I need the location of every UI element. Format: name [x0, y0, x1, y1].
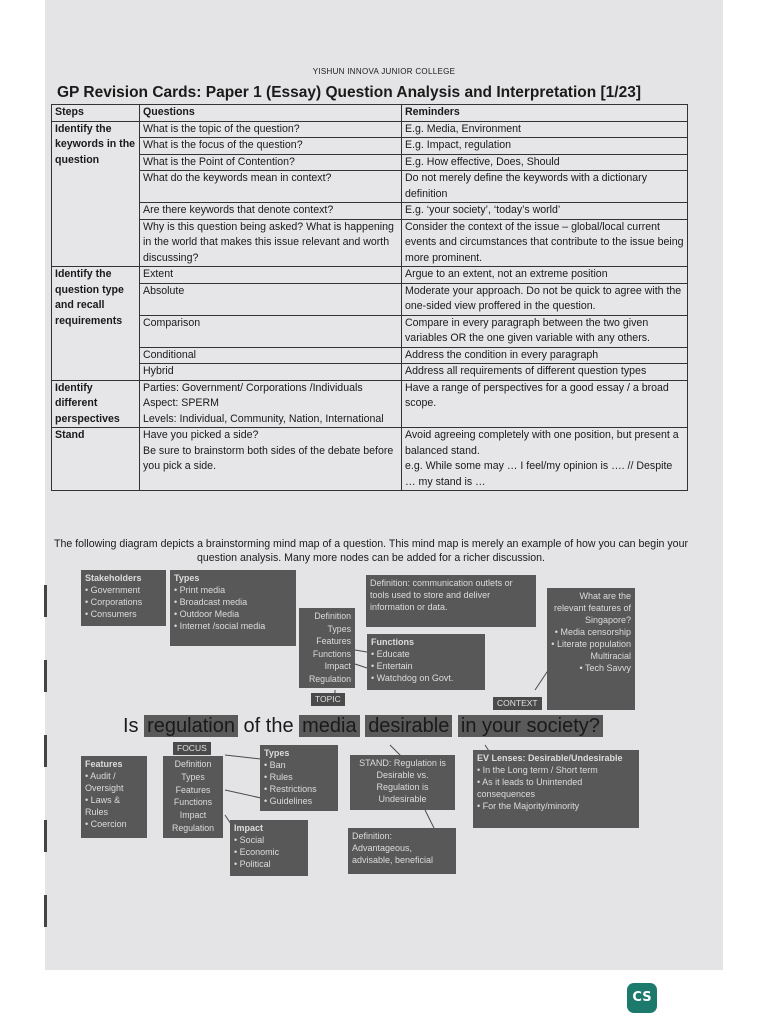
- question-keyword-desirable: desirable: [365, 715, 452, 737]
- scan-mark: [44, 895, 47, 927]
- question-cell: Absolute: [140, 283, 402, 315]
- revision-table: [51, 104, 688, 491]
- question-cell: Comparison: [140, 315, 402, 347]
- stakeholders-heading: Stakeholders: [85, 573, 142, 583]
- step-question-type: Identify the question type and recall requirements: [52, 267, 140, 381]
- question-keyword-media: media: [299, 715, 359, 737]
- stand-node: STAND: Regulation is Desirable vs. Regulation is Undesirable: [350, 755, 455, 810]
- table-row: [52, 171, 688, 203]
- reminder-cell: Argue to an extent, not an extreme position: [402, 267, 688, 284]
- table-row: [52, 219, 688, 267]
- stakeholder-item: • Consumers: [85, 608, 162, 620]
- question-cell: What is the focus of the question?: [140, 138, 402, 155]
- scan-mark: [44, 735, 47, 767]
- question-of-the: of the: [243, 715, 294, 737]
- ev-lenses-heading: EV Lenses: Desirable/Undesirable: [477, 753, 623, 763]
- context-node: [547, 588, 635, 710]
- header-reminders: Reminders: [402, 105, 688, 122]
- regulation-type-item: • Guidelines: [264, 795, 334, 807]
- question-is: Is: [123, 715, 139, 737]
- impact-item: • Economic: [234, 846, 304, 858]
- reminder-cell: Avoid agreeing completely with one position, but present a balanced stand. e.g. While some may … I feel/my opinion is …. // Despite … my stand is …: [402, 428, 688, 491]
- media-type-item: • Internet /social media: [174, 620, 292, 632]
- function-item: • Educate: [371, 648, 481, 660]
- question-cell: Why is this question being asked? What is happening in the world that makes this issue relevant and worth discussing?: [140, 219, 402, 267]
- reminder-cell: Address all requirements of different question types: [402, 364, 688, 381]
- regulation-type-item: • Rules: [264, 771, 334, 783]
- regulation-features-node: [81, 756, 147, 838]
- topic-aspect: Regulation: [308, 673, 351, 684]
- topic-aspect: Types: [327, 623, 351, 634]
- impact-node: [230, 820, 308, 876]
- topic-aspect: Functions: [312, 648, 351, 659]
- media-type-item: • Outdoor Media: [174, 608, 292, 620]
- focus-aspect: Functions: [173, 797, 213, 808]
- question-cell: What do the keywords mean in context?: [140, 171, 402, 203]
- stakeholder-item: • Government: [85, 584, 162, 596]
- reminder-cell: E.g. Impact, regulation: [402, 138, 688, 155]
- ev-lenses-node: [473, 750, 639, 828]
- reminder-cell: E.g. Media, Environment: [402, 121, 688, 138]
- focus-aspect: Regulation: [171, 822, 215, 833]
- table-row: [52, 121, 688, 138]
- ev-lens-item: • As it leads to Unintended consequences: [477, 776, 635, 800]
- question-cell: Have you picked a side? Be sure to brainstorm both sides of the debate before you pick a side.: [140, 428, 402, 491]
- topic-aspect: Impact: [324, 661, 351, 672]
- reminder-cell: Do not merely define the keywords with a dictionary definition: [402, 171, 688, 203]
- camscanner-logo: CS: [627, 983, 657, 1013]
- header-steps: Steps: [52, 105, 140, 122]
- table-row: [52, 315, 688, 347]
- focus-aspect: Definition: [174, 759, 212, 769]
- features-heading: Features: [85, 759, 123, 769]
- header-questions: Questions: [140, 105, 402, 122]
- mindmap-caption: The following diagram depicts a brainstorming mind map of a question. This mind map is merely an example of how you can begin your question analysis. Many more nodes can be added for a richer discussion.: [54, 538, 688, 564]
- question-cell: Extent: [140, 267, 402, 284]
- impact-item: • Political: [234, 858, 304, 870]
- reminder-cell: Compare in every paragraph between the two given variables OR the one given variable with any others.: [402, 315, 688, 347]
- context-heading: What are the relevant features of Singapore?: [553, 591, 631, 625]
- focus-aspect: Types: [181, 771, 205, 782]
- regulation-types-heading: Types: [264, 748, 290, 758]
- function-item: • Watchdog on Govt.: [371, 672, 481, 684]
- page-margin: [0, 0, 45, 1024]
- question-cell: Conditional: [140, 347, 402, 364]
- scan-mark: [44, 660, 47, 692]
- regulation-type-item: • Ban: [264, 759, 334, 771]
- stakeholder-item: • Corporations: [85, 596, 162, 608]
- media-types-heading: Types: [174, 573, 200, 583]
- topic-aspect: Definition: [314, 611, 351, 621]
- feature-item: • Audit / Oversight: [85, 770, 143, 794]
- context-item: • Media censorship: [554, 627, 631, 637]
- table-row: [52, 428, 688, 491]
- scan-mark: [44, 585, 47, 617]
- focus-aspect: Features: [175, 784, 211, 795]
- focus-aspects-node: [163, 756, 223, 838]
- school-name: YISHUN INNOVA JUNIOR COLLEGE: [312, 67, 456, 76]
- table-row: [52, 203, 688, 220]
- reminder-cell: E.g. ‘your society’, ‘today’s world’: [402, 203, 688, 220]
- feature-item: • Coercion: [85, 818, 143, 830]
- question-cell: Parties: Government/ Corporations /Individuals Aspect: SPERM Levels: Individual, Community, Nation, International: [140, 380, 402, 428]
- regulation-type-item: • Restrictions: [264, 783, 334, 795]
- topic-aspects-node: [299, 608, 355, 688]
- context-item: • Literate population: [551, 639, 631, 649]
- table-header-row: [52, 105, 688, 122]
- table-row: [52, 267, 688, 284]
- media-type-item: • Print media: [174, 584, 292, 596]
- mindmap-question: [123, 712, 603, 740]
- question-cell: Are there keywords that denote context?: [140, 203, 402, 220]
- topic-tag: TOPIC: [311, 693, 345, 706]
- focus-tag: FOCUS: [173, 742, 211, 755]
- scan-mark: [44, 820, 47, 852]
- ev-lens-item: • In the Long term / Short term: [477, 764, 635, 776]
- step-stand: Stand: [52, 428, 140, 491]
- table-row: [52, 154, 688, 171]
- step-perspectives: Identify different perspectives: [52, 380, 140, 428]
- scanned-page: [45, 0, 723, 970]
- question-cell: What is the topic of the question?: [140, 121, 402, 138]
- impact-item: • Social: [234, 834, 304, 846]
- context-item: • Tech Savvy: [579, 663, 631, 673]
- reminder-cell: E.g. How effective, Does, Should: [402, 154, 688, 171]
- question-keyword-regulation: regulation: [144, 715, 238, 737]
- question-keyword-society: in your society?: [458, 715, 603, 737]
- media-definition-node: Definition: communication outlets or tools used to store and deliver information or data.: [366, 575, 536, 627]
- page-title: GP Revision Cards: Paper 1 (Essay) Question Analysis and Interpretation [1/23]: [57, 84, 642, 101]
- table-row: [52, 283, 688, 315]
- question-cell: What is the Point of Contention?: [140, 154, 402, 171]
- question-cell: Hybrid: [140, 364, 402, 381]
- media-type-item: • Broadcast media: [174, 596, 292, 608]
- media-types-node: [170, 570, 296, 646]
- desirable-definition-node: Definition: Advantageous, advisable, beneficial: [348, 828, 456, 874]
- table-row: [52, 380, 688, 428]
- functions-node: [367, 634, 485, 690]
- focus-aspect: Impact: [179, 810, 207, 821]
- topic-aspect: Features: [316, 636, 351, 647]
- reminder-cell: Have a range of perspectives for a good essay / a broad scope.: [402, 380, 688, 428]
- functions-heading: Functions: [371, 637, 414, 647]
- ev-lens-item: • For the Majority/minority: [477, 800, 635, 812]
- regulation-types-node: [260, 745, 338, 811]
- table-row: [52, 138, 688, 155]
- step-keywords: Identify the keywords in the question: [52, 121, 140, 267]
- stakeholders-node: [81, 570, 166, 626]
- impact-heading: Impact: [234, 823, 264, 833]
- table-row: [52, 347, 688, 364]
- context-tag: CONTEXT: [493, 697, 542, 710]
- reminder-cell: Consider the context of the issue – global/local current events and circumstances that contribute to the issue being more prominent.: [402, 219, 688, 267]
- table-row: [52, 364, 688, 381]
- reminder-cell: Address the condition in every paragraph: [402, 347, 688, 364]
- reminder-cell: Moderate your approach. Do not be quick to agree with the one-sided view proffered in the question.: [402, 283, 688, 315]
- context-item: Multiracial: [590, 651, 631, 661]
- feature-item: • Laws & Rules: [85, 794, 143, 818]
- function-item: • Entertain: [371, 660, 481, 672]
